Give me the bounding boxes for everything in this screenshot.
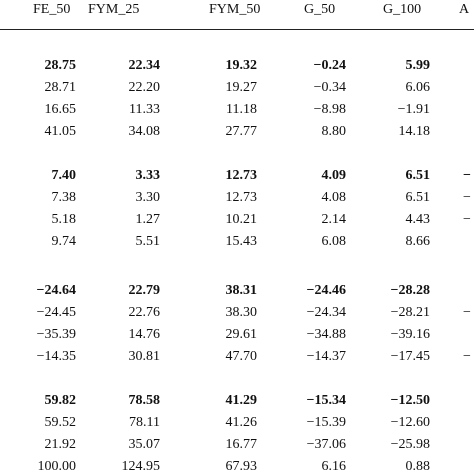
cell-fym-50: 41.26 (225, 415, 257, 430)
cell-fe-50: 9.74 (51, 234, 76, 249)
cell-fym-50: 19.27 (225, 80, 257, 95)
cell-fym-25: 1.27 (135, 212, 160, 227)
table-row (0, 102, 474, 124)
cell-g-50: −37.06 (306, 437, 346, 452)
cell-g-100: 5.99 (405, 58, 430, 73)
cell-g-100: 4.43 (405, 212, 430, 227)
cell-fym-50: 67.93 (225, 459, 257, 474)
cell-g-50: 2.14 (321, 212, 346, 227)
header-rule (0, 29, 474, 30)
cell-fym-25: 78.58 (128, 393, 160, 408)
cell-g-100: −1.91 (397, 102, 430, 117)
header-g-100: G_100 (383, 2, 422, 17)
cell-fym-25: 124.95 (121, 459, 160, 474)
cell-fym-50: 12.73 (225, 190, 257, 205)
table-row (0, 393, 474, 415)
header-fym-25: FYM_25 (88, 2, 140, 17)
cell-g-50: −34.88 (306, 327, 346, 342)
table-row (0, 459, 474, 474)
table-row (0, 58, 474, 80)
header-fe-50: FE_50 (33, 2, 71, 17)
cell-truncated: − (463, 212, 471, 227)
cell-truncated: − (463, 168, 471, 183)
cell-g-50: 6.08 (321, 234, 346, 249)
cell-g-50: −15.34 (306, 393, 346, 408)
table-row (0, 80, 474, 102)
cell-fe-50: 5.18 (51, 212, 76, 227)
cell-g-100: 8.66 (405, 234, 430, 249)
header-truncated: A (459, 2, 470, 17)
cell-g-100: 0.88 (405, 459, 430, 474)
cell-g-100: 6.06 (405, 80, 430, 95)
cell-fym-25: 78.11 (129, 415, 160, 430)
table-row (0, 283, 474, 305)
cell-fe-50: 16.65 (44, 102, 76, 117)
table-row (0, 190, 474, 212)
table-row (0, 415, 474, 437)
cell-truncated: − (463, 190, 471, 205)
cell-g-50: 8.80 (321, 124, 346, 139)
cell-fym-25: 5.51 (135, 234, 160, 249)
cell-g-50: −0.34 (313, 80, 346, 95)
cell-fym-50: 47.70 (225, 349, 257, 364)
header-g-50: G_50 (304, 2, 336, 17)
cell-g-50: 4.08 (321, 190, 346, 205)
cell-g-100: 14.18 (398, 124, 430, 139)
cell-fe-50: −24.64 (36, 283, 76, 298)
cell-g-50: −0.24 (313, 58, 346, 73)
cell-fym-50: 12.73 (225, 168, 257, 183)
cell-g-50: −24.34 (306, 305, 346, 320)
cell-g-100: −12.60 (390, 415, 430, 430)
cell-g-50: 6.16 (321, 459, 346, 474)
cell-fym-25: 22.76 (128, 305, 160, 320)
cell-fe-50: −35.39 (36, 327, 76, 342)
cell-fym-25: 11.33 (129, 102, 160, 117)
cell-g-100: −39.16 (390, 327, 430, 342)
cell-fe-50: 59.82 (44, 393, 76, 408)
cell-fym-25: 3.30 (135, 190, 160, 205)
cell-fym-25: 14.76 (128, 327, 160, 342)
cell-g-50: −24.46 (306, 283, 346, 298)
table-row (0, 168, 474, 190)
table-row (0, 305, 474, 327)
cell-fym-25: 3.33 (135, 168, 160, 183)
cell-fym-25: 22.20 (128, 80, 160, 95)
cell-fym-50: 10.21 (225, 212, 257, 227)
cell-fym-50: 41.29 (225, 393, 257, 408)
cell-g-100: −28.21 (390, 305, 430, 320)
cell-truncated: − (463, 305, 471, 320)
cell-g-100: 6.51 (405, 190, 430, 205)
cell-fym-50: 15.43 (225, 234, 257, 249)
cell-fe-50: −14.35 (36, 349, 76, 364)
cell-fe-50: −24.45 (36, 305, 76, 320)
table-row (0, 437, 474, 459)
table-row (0, 124, 474, 146)
cell-fym-25: 34.08 (128, 124, 160, 139)
cell-g-50: 4.09 (321, 168, 346, 183)
cell-g-100: −17.45 (390, 349, 430, 364)
cell-fym-50: 29.61 (225, 327, 257, 342)
table-row (0, 212, 474, 234)
cell-fe-50: 28.71 (44, 80, 76, 95)
cell-fym-50: 16.77 (225, 437, 257, 452)
cell-g-100: −12.50 (390, 393, 430, 408)
cell-fym-25: 35.07 (128, 437, 160, 452)
cell-fe-50: 21.92 (44, 437, 76, 452)
table-header (0, 0, 474, 26)
cell-fym-50: 27.77 (225, 124, 257, 139)
cell-fym-50: 11.18 (226, 102, 257, 117)
cell-fe-50: 59.52 (44, 415, 76, 430)
cell-fe-50: 7.38 (51, 190, 76, 205)
cell-g-100: −28.28 (390, 283, 430, 298)
cell-fe-50: 100.00 (37, 459, 76, 474)
table-row (0, 327, 474, 349)
cell-g-50: −15.39 (306, 415, 346, 430)
cell-fym-50: 38.30 (225, 305, 257, 320)
cell-g-50: −14.37 (306, 349, 346, 364)
cell-fym-25: 22.34 (128, 58, 160, 73)
cell-fe-50: 7.40 (51, 168, 76, 183)
cell-fym-50: 19.32 (225, 58, 257, 73)
cell-g-100: −25.98 (390, 437, 430, 452)
table-row (0, 234, 474, 256)
cell-fym-50: 38.31 (225, 283, 257, 298)
header-fym-50: FYM_50 (209, 2, 261, 17)
cell-fe-50: 41.05 (44, 124, 76, 139)
cell-g-100: 6.51 (405, 168, 430, 183)
cell-fe-50: 28.75 (44, 58, 76, 73)
cell-truncated: − (463, 349, 471, 364)
cell-fym-25: 22.79 (128, 283, 160, 298)
table-row (0, 349, 474, 371)
cell-fym-25: 30.81 (128, 349, 160, 364)
cell-g-50: −8.98 (313, 102, 346, 117)
